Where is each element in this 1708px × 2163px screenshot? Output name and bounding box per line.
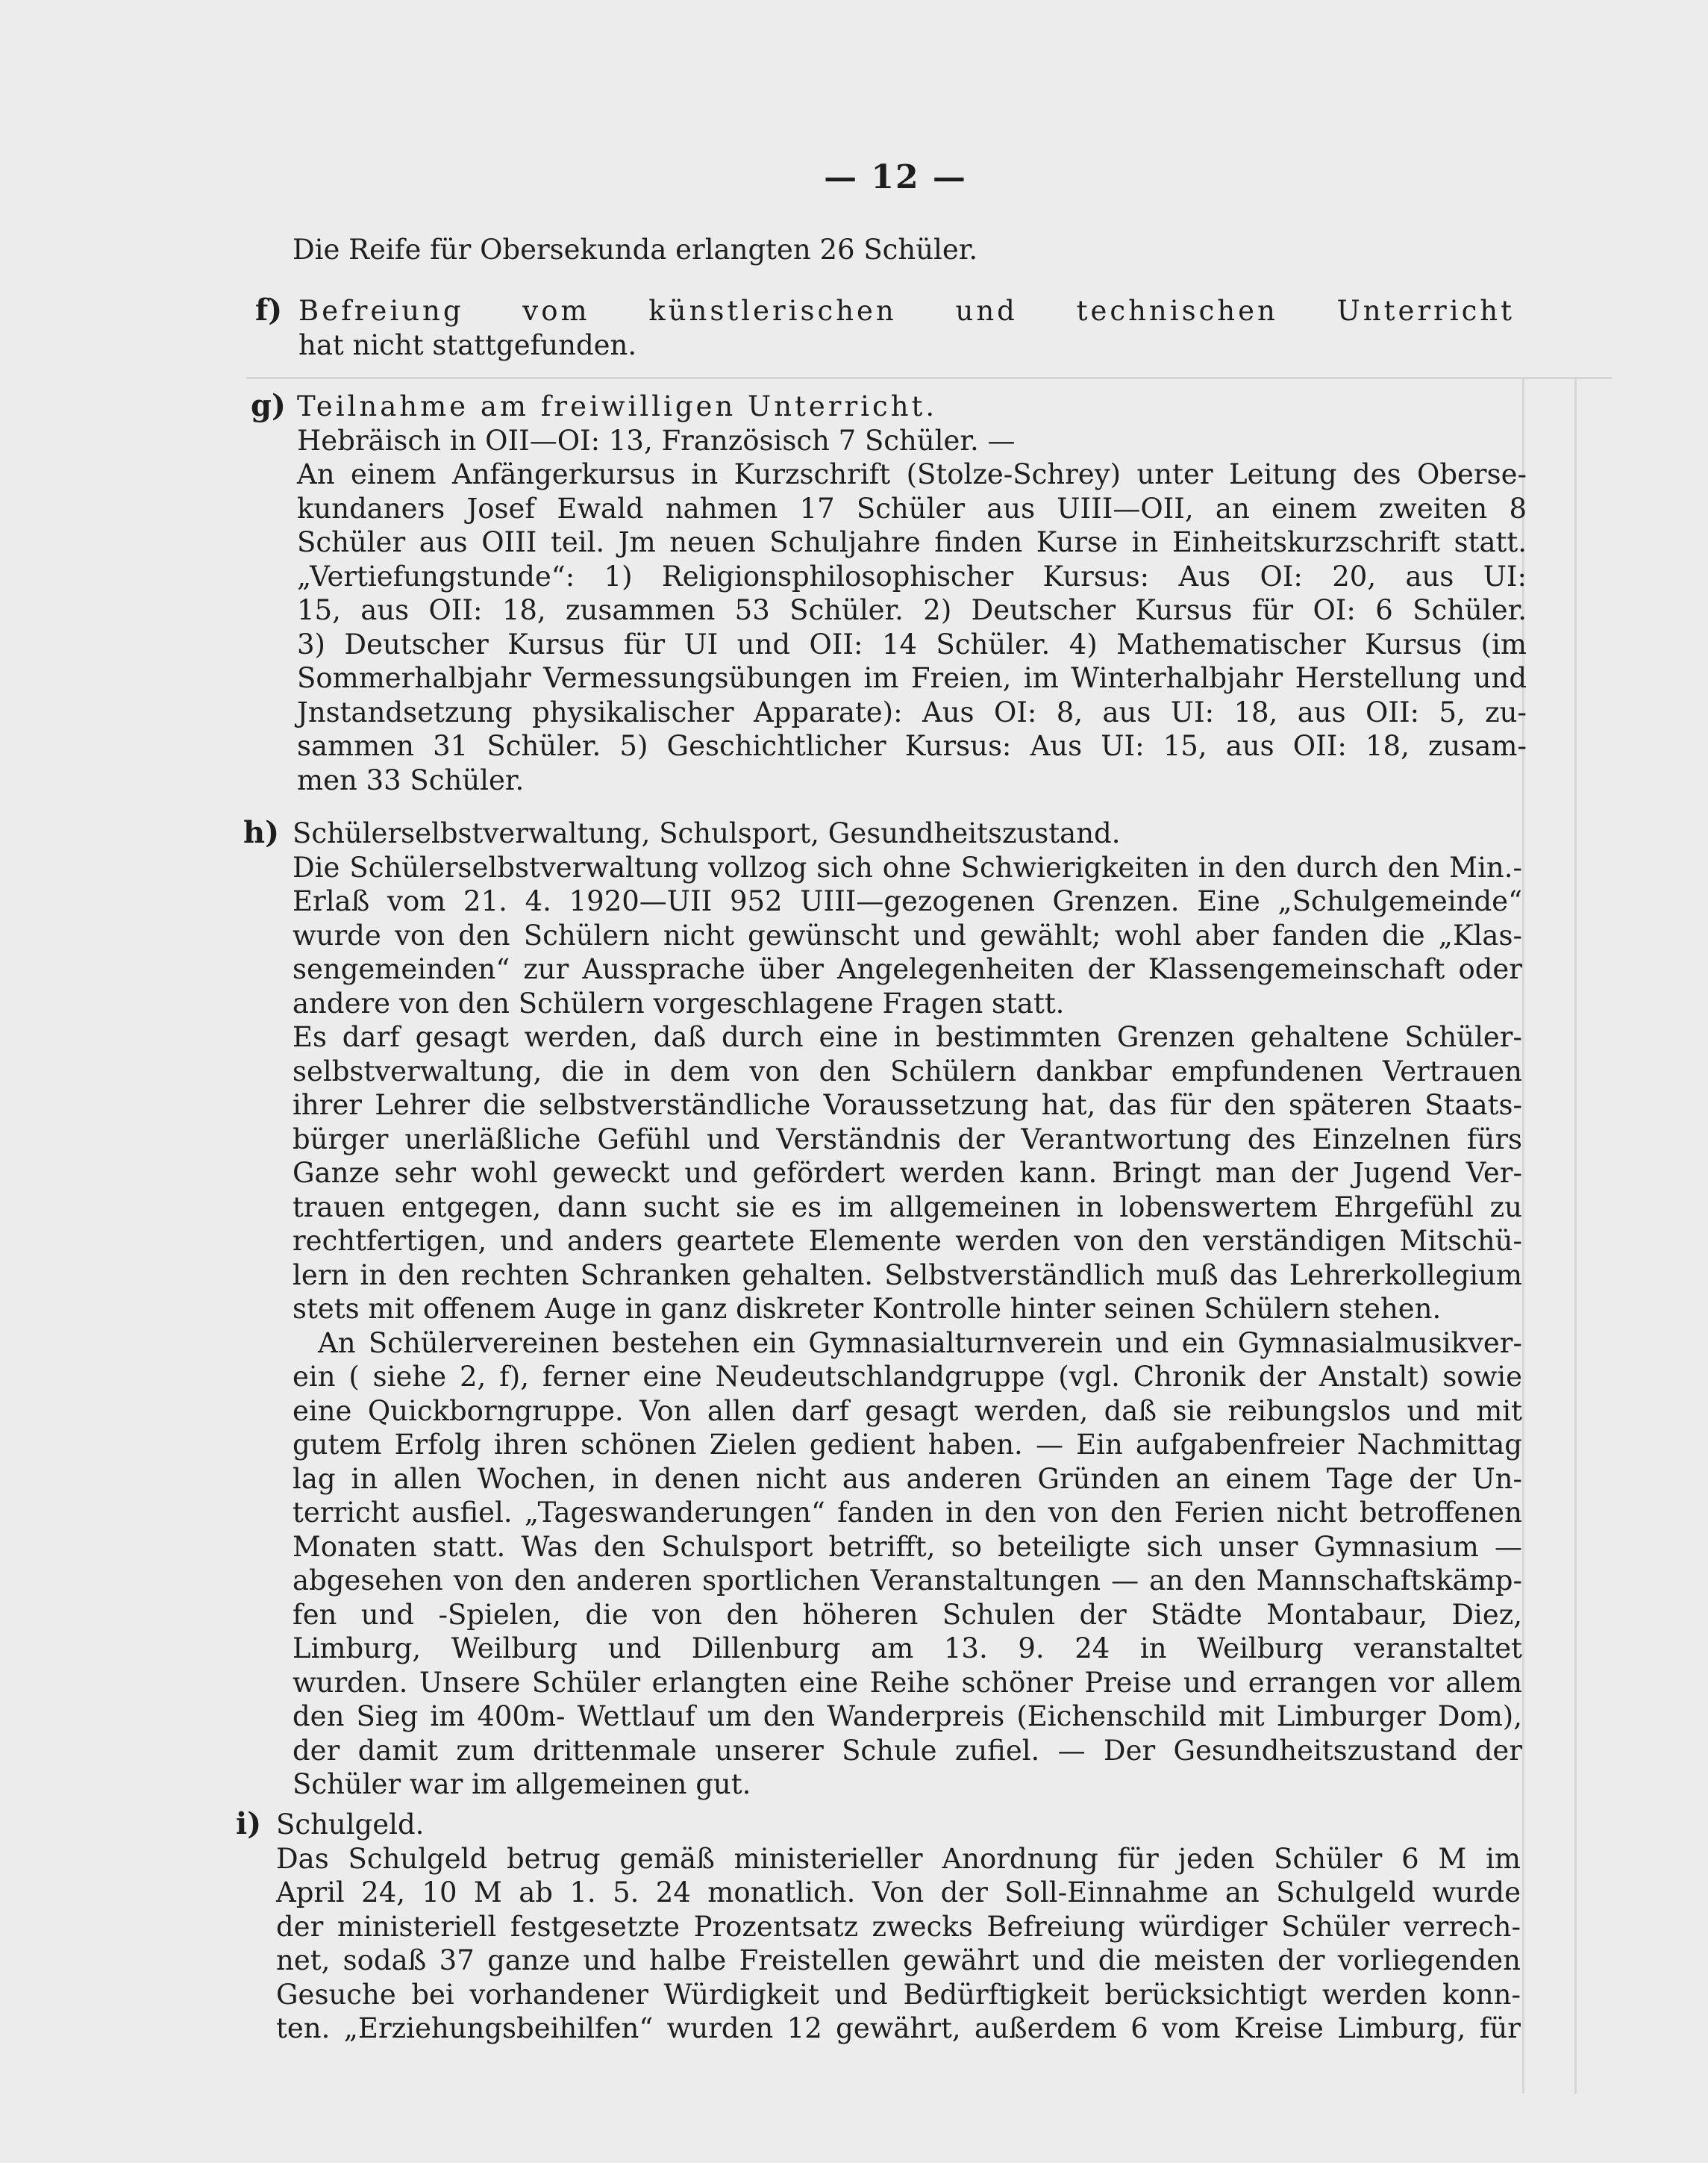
text-line: Gesuche bei vorhandener Würdigkeit und Bedürftigkeit berücksichtigt werden konn- <box>276 1978 1521 2011</box>
section-heading: Teilnahme am freiwilligen Unterricht. <box>297 390 938 422</box>
section-marker-f: f) <box>255 293 283 328</box>
text-line: hat nicht stattgefunden. <box>298 328 637 361</box>
text-line: sammen 31 Schüler. 5) Geschichtlicher Kursus: Aus UI: 15, aus OII: 18, zusam- <box>297 730 1527 762</box>
text-line: Schüler aus OIII teil. Jm neuen Schuljahre finden Kurse in Einheitskurzschrift statt. <box>297 526 1527 558</box>
text-line: den Sieg im 400m- Wettlauf um den Wanderpreis (Eichenschild mit Limburger Dom), <box>293 1700 1522 1732</box>
text-line: wurden. Unsere Schüler erlangten eine Reihe schöner Preise und errangen vor allem <box>293 1666 1522 1699</box>
text-line: stets mit offenem Auge in ganz diskreter Kontrolle hinter seinen Schülern stehen. <box>293 1293 1442 1325</box>
text-line: Schüler war im allgemeinen gut. <box>293 1768 751 1800</box>
text-line: Sommerhalbjahr Vermessungsübungen im Freien, im Winterhalbjahr Herstellung und <box>297 662 1527 694</box>
text-line: rechtfertigen, und anders geartete Elemente werden von den verständigen Mitschü- <box>293 1225 1522 1257</box>
text-line: „Vertiefungstunde“: 1) Religionsphilosophischer Kursus: Aus OI: 20, aus UI: <box>297 560 1527 593</box>
section-marker-i: i) <box>236 1806 262 1841</box>
section-f <box>298 294 1515 362</box>
text-line: Es darf gesagt werden, daß durch eine in bestimmten Grenzen gehaltene Schüler- <box>293 1021 1522 1053</box>
text-line: Limburg, Weilburg und Dillenburg am 13. 9. 24 in Weilburg veranstaltet <box>293 1632 1522 1664</box>
text-line: 15, aus OII: 18, zusammen 53 Schüler. 2) Deutscher Kursus für OI: 6 Schüler. <box>297 594 1527 626</box>
text-line: Das Schulgeld betrug gemäß ministerieller Anordnung für jeden Schüler 6 M im <box>276 1842 1521 1875</box>
text-line: kundaners Josef Ewald nahmen 17 Schüler aus UIII—OII, an einem zweiten 8 <box>297 492 1527 525</box>
text-line: lag in allen Wochen, in denen nicht aus anderen Gründen an einem Tage der Un- <box>293 1462 1522 1495</box>
text-line: Erlaß vom 21. 4. 1920—UII 952 UIII—gezogenen Grenzen. Eine „Schulgemeinde“ <box>293 885 1522 917</box>
text-line: bürger unerläßliche Gefühl und Verständnis der Verantwortung des Einzelnen fürs <box>293 1123 1522 1155</box>
section-h <box>293 817 1522 1802</box>
text-line: der ministeriell festgesetzte Prozentsatz zwecks Befreiung würdiger Schüler verrech- <box>276 1910 1521 1943</box>
section-heading: Schulgeld. <box>276 1808 425 1841</box>
text-line: Ganze sehr wohl geweckt und gefördert werden kann. Bringt man der Jugend Ver- <box>293 1157 1522 1189</box>
text-line: fen und -Spielen, die von den höheren Schulen der Städte Montabaur, Diez, <box>293 1598 1522 1631</box>
text-line: ten. „Erziehungsbeihilfen“ wurden 12 gewährt, außerdem 6 vom Kreise Limburg, für <box>276 2012 1521 2044</box>
intro-text <box>293 233 1561 267</box>
text-line: abgesehen von den anderen sportlichen Veranstaltungen — an den Mannschaftskämp- <box>293 1564 1522 1596</box>
text-line: April 24, 10 M ab 1. 5. 24 monatlich. Von der Soll-Einnahme an Schulgeld wurde <box>276 1876 1521 1908</box>
text-line: men 33 Schüler. <box>297 764 525 796</box>
text-line: 3) Deutscher Kursus für UI und OII: 14 Schüler. 4) Mathematischer Kursus (im <box>297 628 1527 661</box>
text-line: trauen entgegen, dann sucht sie es im allgemeinen in lobenswertem Ehrgefühl zu <box>293 1190 1522 1223</box>
text-line: An einem Anfängerkursus in Kurzschrift (Stolze-Schrey) unter Leitung des Oberse- <box>297 458 1527 490</box>
section-heading: Befreiung vom künstlerischen und technischen Unterricht <box>298 295 1515 327</box>
section-heading: Schülerselbstverwaltung, Schulsport, Gesundheitszustand. <box>293 817 1121 849</box>
text-line: sengemeinden“ zur Aussprache über Angelegenheiten der Klassengemeinschaft oder <box>293 953 1522 985</box>
text-line: eine Quickborngruppe. Von allen darf gesagt werden, daß sie reibungslos und mit <box>293 1394 1522 1427</box>
text-line: ein ( siehe 2, f), ferner eine Neudeutschlandgruppe (vgl. Chronik der Anstalt) sowie <box>293 1361 1522 1393</box>
bleed-through-rule <box>1574 377 1577 2094</box>
text-line: der damit zum drittenmale unserer Schule zufiel. — Der Gesundheitszustand der <box>293 1734 1522 1767</box>
text-line: andere von den Schülern vorgeschlagene Fragen statt. <box>293 987 1065 1020</box>
text-line: Monaten statt. Was den Schulsport betrifft, so beteiligte sich unser Gymnasium — <box>293 1530 1522 1563</box>
section-marker-h: h) <box>243 815 280 850</box>
section-g <box>297 390 1527 797</box>
text-line: lern in den rechten Schranken gehalten. Selbstverständlich muß das Lehrerkollegium <box>293 1258 1522 1291</box>
page-number: — 12 — <box>824 158 967 196</box>
text-line: selbstverwaltung, die in dem von den Schülern dankbar empfundenen Vertrauen <box>293 1055 1522 1087</box>
text-line: gutem Erfolg ihren schönen Zielen gedient haben. — Ein aufgabenfreier Nachmittag <box>293 1429 1522 1461</box>
text-line: ihrer Lehrer die selbstverständliche Voraussetzung hat, das für den späteren Staats- <box>293 1089 1522 1121</box>
text-line: An Schülervereinen bestehen ein Gymnasialturnverein und ein Gymnasialmusikver- <box>318 1326 1522 1359</box>
text-line: Die Schülerselbstverwaltung vollzog sich ohne Schwierigkeiten in den durch den Min.- <box>293 851 1522 884</box>
text-line: terricht ausfiel. „Tageswanderungen“ fanden in den von den Ferien nicht betroffenen <box>293 1496 1522 1529</box>
text-line: wurde von den Schülern nicht gewünscht und gewählt; wohl aber fanden die „Klas- <box>293 919 1522 952</box>
text-line: Hebräisch in OII—OI: 13, Französisch 7 Schüler. — <box>297 424 1016 457</box>
text-line: Jnstandsetzung physikalischer Apparate): Aus OI: 8, aus UI: 18, aus OII: 5, zu- <box>297 696 1527 728</box>
text-line: Die Reife für Obersekunda erlangten 26 Schüler. <box>293 234 978 266</box>
section-marker-g: g) <box>251 388 286 423</box>
bleed-through-rule <box>246 377 1612 379</box>
section-i <box>276 1808 1521 2046</box>
text-line: net, sodaß 37 ganze und halbe Freistellen gewährt und die meisten der vorliegenden <box>276 1944 1521 1976</box>
